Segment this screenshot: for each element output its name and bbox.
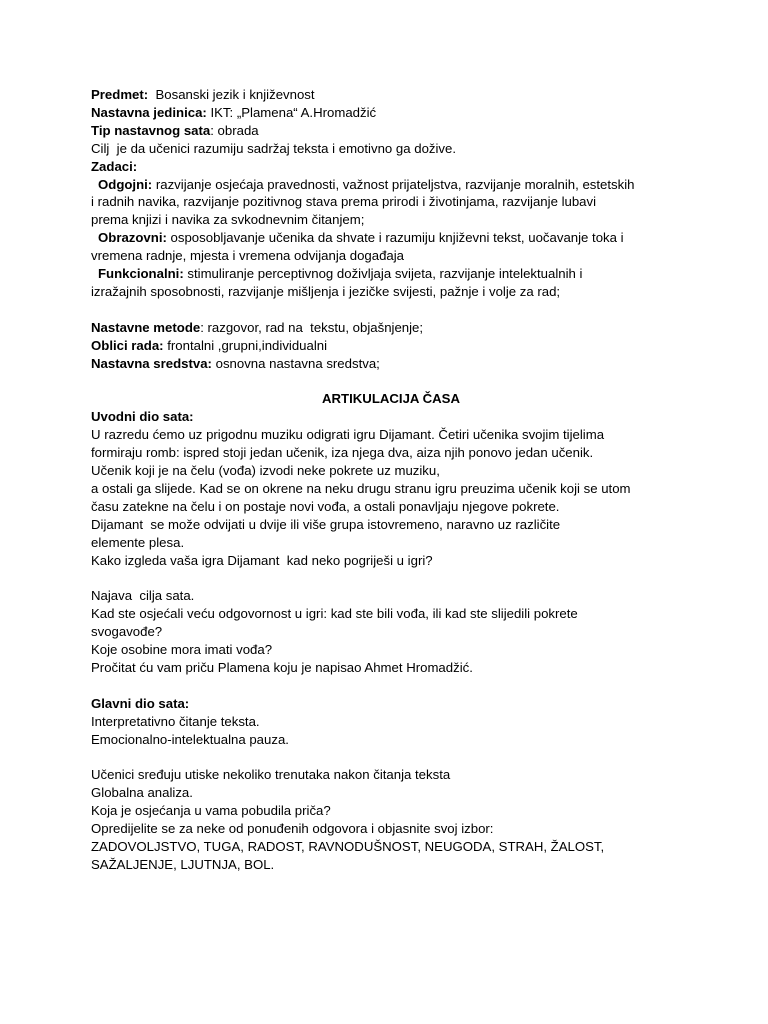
jedinica-line <box>91 104 691 122</box>
document-content <box>91 86 691 874</box>
tip-value: : obrada <box>210 122 259 138</box>
najava-line: Kad ste osjećali veću odgovornost u igri: kad ste bili vođa, ili kad ste slijedili pokrete <box>91 606 578 622</box>
funkcionalni-text-1: stimuliranje perceptivnog doživljaja svijeta, razvijanje intelektualnih i <box>183 266 583 282</box>
odgojni-label: Odgojni: <box>98 176 153 192</box>
odgojni-text-1: razvijanje osjećaja pravednosti, važnost prijateljstva, razvijanje moralnih, estetskih <box>152 176 635 192</box>
zadaci-title: Zadaci: <box>91 158 138 174</box>
najava-line: Pročitat ću vam priču Plamena koju je napisao Ahmet Hromadžić. <box>91 659 473 675</box>
sredstva-label: Nastavna sredstva: <box>91 355 212 371</box>
artikulacija-heading: ARTIKULACIJA ČASA <box>322 391 460 407</box>
oblici-label: Oblici rada: <box>91 337 164 353</box>
uvodni-line: formiraju romb: ispred stoji jedan učenik, iza njega dva, aiza njih ponovo jedan učenik. <box>91 445 594 461</box>
obrazovni-line-1 <box>91 229 691 247</box>
sredstva-line <box>91 355 691 373</box>
funkcionalni-label: Funkcionalni: <box>98 266 184 282</box>
spacer <box>91 748 691 766</box>
obrazovni-line-2: vremena radnje, mjesta i vremena odvijanja događaja <box>91 248 405 264</box>
analiza-line: ZADOVOLJSTVO, TUGA, RADOST, RAVNODUŠNOST, NEUGODA, STRAH, ŽALOST, <box>91 838 605 854</box>
cilj-line: Cilj je da učenici razumiju sadržaj teksta i emotivno ga dožive. <box>91 140 457 156</box>
uvodni-line: elemente plesa. <box>91 534 185 550</box>
najava-line: svogavođe? <box>91 624 163 640</box>
najava-line: Najava cilja sata. <box>91 588 195 604</box>
uvodni-line: a ostali ga slijede. Kad se on okrene na neku drugu stranu igru preuzima učenik koji se utom <box>91 480 631 496</box>
uvodni-line: U razredu ćemo uz prigodnu muziku odigrati igru Dijamant. Četiri učenika svojim tijelima <box>91 427 605 443</box>
uvodni-line: času zatekne na čelu i on postaje novi vođa, a ostali ponavljaju njegove pokrete. <box>91 498 560 514</box>
funkcionalni-line-2: izražajnih sposobnosti, razvijanje mišljenja i jezičke svijesti, pažnje i volje za rad; <box>91 283 561 299</box>
analiza-line: Opredijelite se za neke od ponuđenih odgovora i objasnite svoj izbor: <box>91 821 494 837</box>
sredstva-value: osnovna nastavna sredstva; <box>211 355 380 371</box>
oblici-value: frontalni ,grupni,individualni <box>163 337 328 353</box>
analiza-line: Koja je osjećanja u vama pobudila priča? <box>91 803 331 819</box>
uvodni-line: Dijamant se može odvijati u dvije ili više grupa istovremeno, naravno uz različite <box>91 516 561 532</box>
glavni-line: Interpretativno čitanje teksta. <box>91 713 260 729</box>
spacer <box>91 372 691 390</box>
glavni-title: Glavni dio sata: <box>91 695 190 711</box>
analiza-line: Učenici sređuju utiske nekoliko trenutaka nakon čitanja teksta <box>91 767 451 783</box>
analiza-line: Globalna analiza. <box>91 785 193 801</box>
glavni-line: Emocionalno-intelektualna pauza. <box>91 731 289 747</box>
uvodni-line: Kako izgleda vaša igra Dijamant kad neko pogriješi u igri? <box>91 552 433 568</box>
tip-label: Tip nastavnog sata <box>91 122 211 138</box>
metode-line <box>91 319 691 337</box>
predmet-value: Bosanski jezik i književnost <box>148 87 315 102</box>
metode-label: Nastavne metode <box>91 319 201 335</box>
najava-line: Koje osobine mora imati vođa? <box>91 642 273 658</box>
tip-line <box>91 122 691 140</box>
predmet-line <box>91 86 691 104</box>
spacer <box>91 301 691 319</box>
predmet-label: Predmet: <box>91 87 149 102</box>
metode-value: : razgovor, rad na tekstu, objašnjenje; <box>200 319 424 335</box>
spacer <box>91 569 691 587</box>
odgojni-line-3: prema knjizi i navika za svkodnevnim čitanjem; <box>91 212 365 228</box>
uvodni-title: Uvodni dio sata: <box>91 409 194 425</box>
spacer <box>91 677 691 695</box>
oblici-line <box>91 337 691 355</box>
uvodni-line: Učenik koji je na čelu (vođa) izvodi neke pokrete uz muziku, <box>91 463 440 478</box>
jedinica-value: IKT: „Plamena“ A.Hromadžić <box>206 104 377 120</box>
analiza-line: SAŽALJENJE, LJUTNJA, BOL. <box>91 856 275 872</box>
odgojni-line-2: i radnih navika, razvijanje pozitivnog stava prema prirodi i životinjama, razvijanje lubavi <box>91 194 597 210</box>
odgojni-line-1 <box>91 176 691 194</box>
funkcionalni-line-1 <box>91 265 691 283</box>
obrazovni-text-1: osposobljavanje učenika da shvate i razumiju književni tekst, uočavanje toka i <box>166 230 624 246</box>
obrazovni-label: Obrazovni: <box>98 230 167 246</box>
jedinica-label: Nastavna jedinica: <box>91 104 207 120</box>
